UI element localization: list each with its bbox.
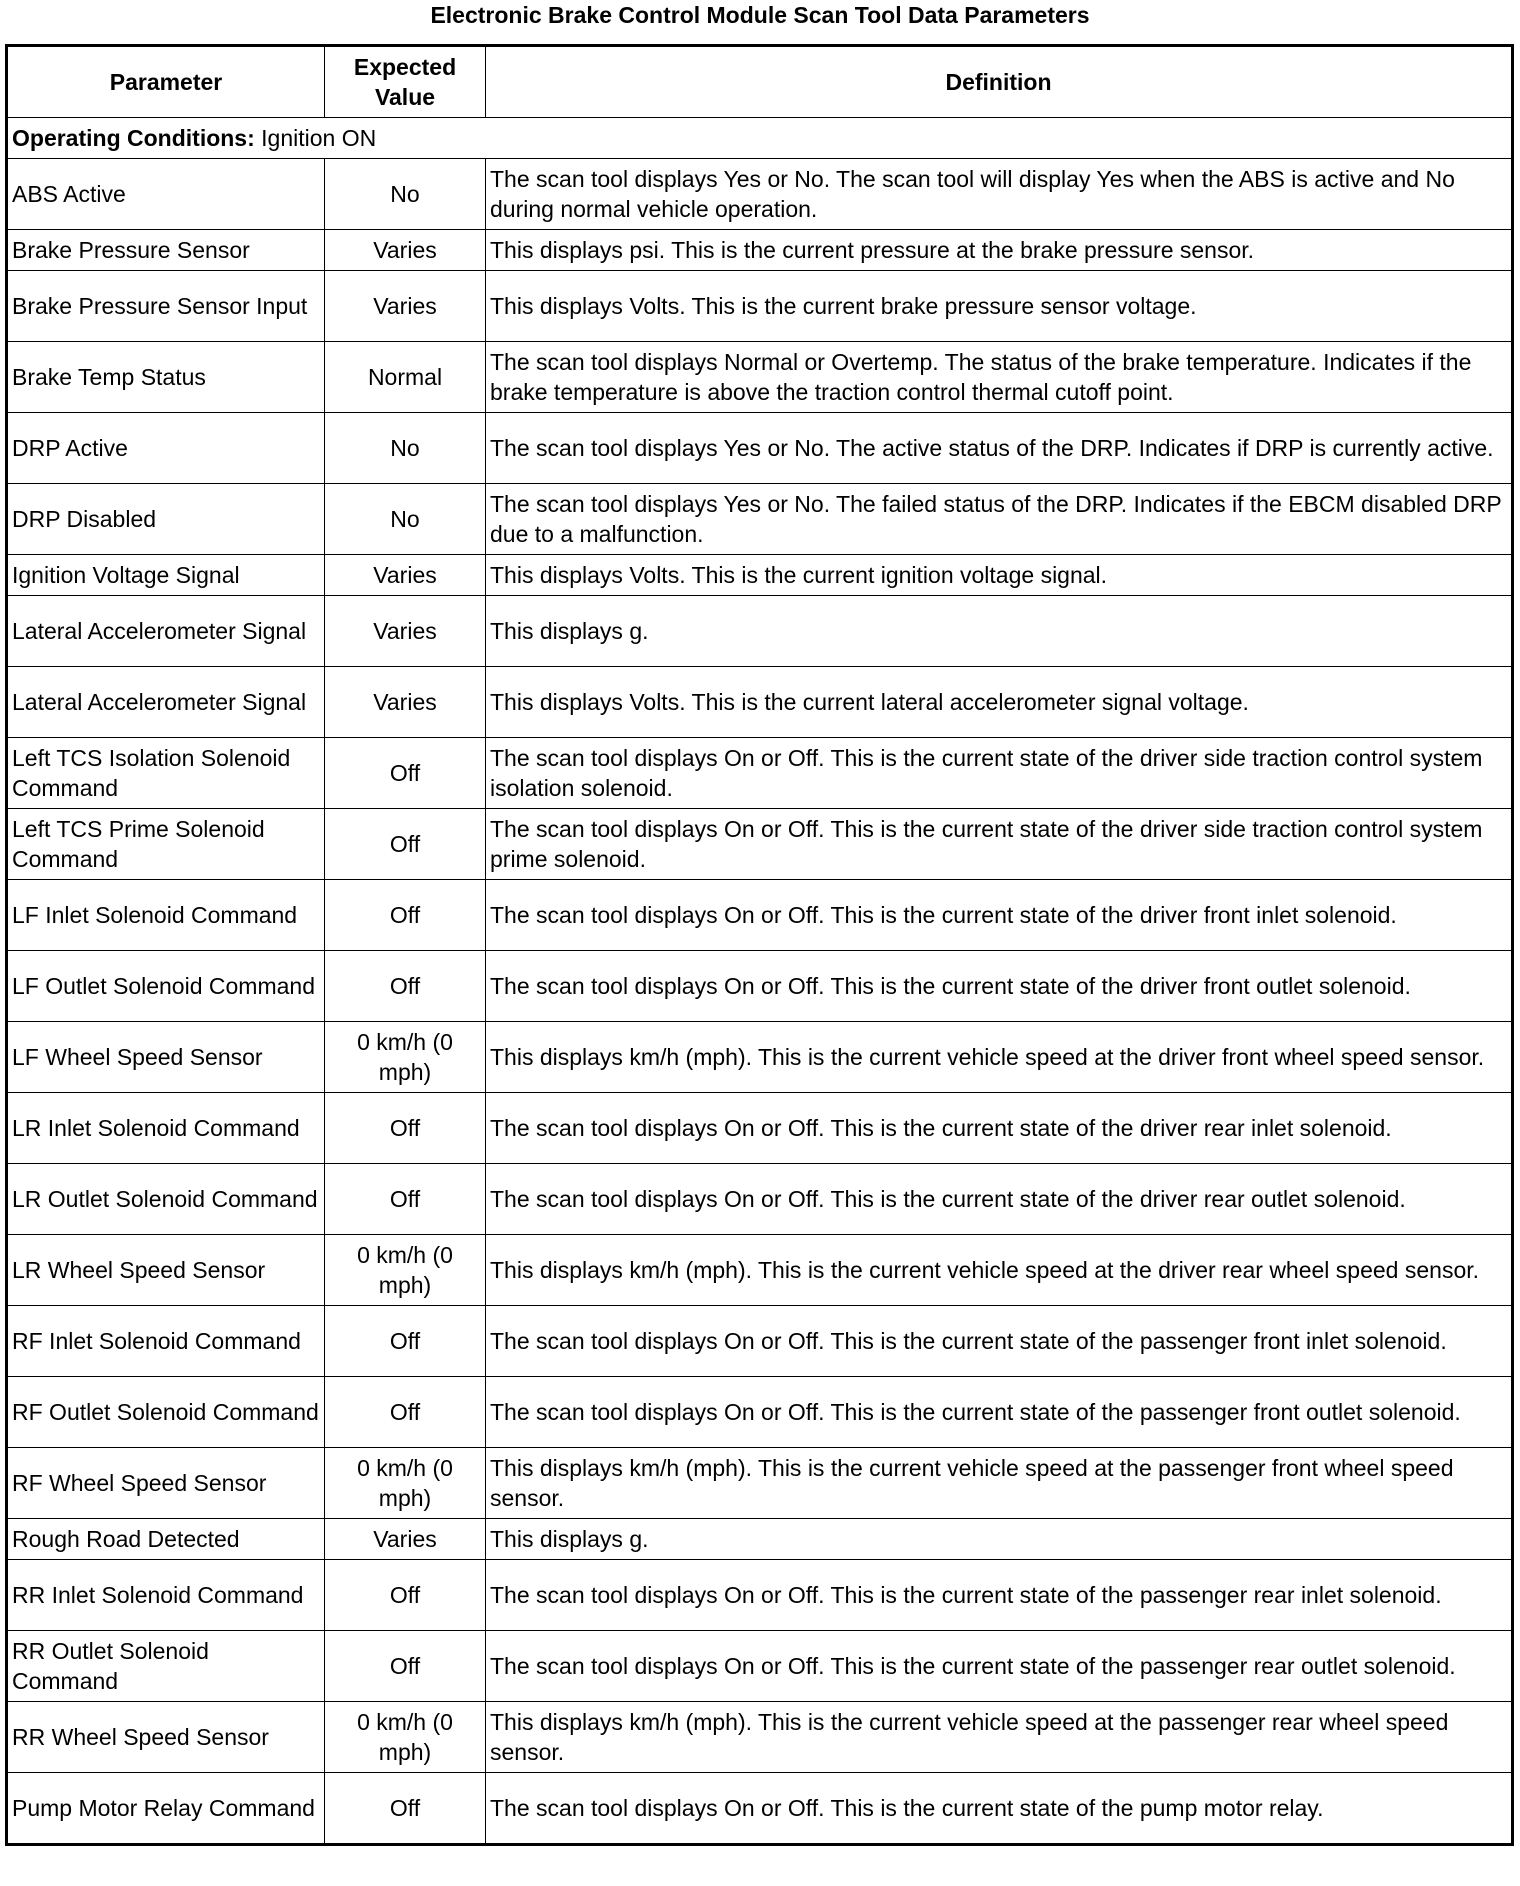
parameter-cell: LF Wheel Speed Sensor [7, 1022, 325, 1093]
table-row [7, 230, 1513, 271]
table-row [7, 809, 1513, 880]
table-row [7, 1377, 1513, 1448]
parameter-cell: LR Outlet Solenoid Command [7, 1164, 325, 1235]
scan-tool-data-table [5, 44, 1514, 1846]
header-parameter: Parameter [7, 46, 325, 118]
expected-value-cell: Off [325, 1306, 486, 1377]
parameter-cell: Left TCS Prime Solenoid Command [7, 809, 325, 880]
table-row [7, 1519, 1513, 1560]
page-title: Electronic Brake Control Module Scan Tool Data Parameters [430, 2, 1090, 28]
parameter-cell: Lateral Accelerometer Signal [7, 596, 325, 667]
expected-value-cell: Varies [325, 667, 486, 738]
definition-cell: The scan tool displays Yes or No. The scan tool will display Yes when the ABS is active and No during normal vehicle operation. [486, 159, 1513, 230]
expected-value-cell: Off [325, 1773, 486, 1845]
table-row [7, 342, 1513, 413]
definition-cell: This displays km/h (mph). This is the current vehicle speed at the driver front wheel speed sensor. [486, 1022, 1513, 1093]
parameter-cell: RF Wheel Speed Sensor [7, 1448, 325, 1519]
definition-cell: This displays km/h (mph). This is the current vehicle speed at the driver rear wheel speed sensor. [486, 1235, 1513, 1306]
parameter-cell: Brake Temp Status [7, 342, 325, 413]
expected-value-cell: 0 km/h (0 mph) [325, 1235, 486, 1306]
expected-value-cell: Normal [325, 342, 486, 413]
table-row [7, 413, 1513, 484]
expected-value-cell: Varies [325, 555, 486, 596]
parameter-cell: RR Outlet Solenoid Command [7, 1631, 325, 1702]
table-row [7, 1631, 1513, 1702]
definition-cell: The scan tool displays Yes or No. The failed status of the DRP. Indicates if the EBCM disabled DRP due to a malfunction. [486, 484, 1513, 555]
parameter-cell: ABS Active [7, 159, 325, 230]
expected-value-cell: Off [325, 1560, 486, 1631]
expected-value-cell: No [325, 159, 486, 230]
parameter-cell: RR Wheel Speed Sensor [7, 1702, 325, 1773]
table-row [7, 1702, 1513, 1773]
definition-cell: The scan tool displays On or Off. This is the current state of the driver rear inlet solenoid. [486, 1093, 1513, 1164]
parameter-cell: Brake Pressure Sensor Input [7, 271, 325, 342]
parameter-cell: LR Inlet Solenoid Command [7, 1093, 325, 1164]
table-row [7, 1306, 1513, 1377]
definition-cell: This displays Volts. This is the current lateral accelerometer signal voltage. [486, 667, 1513, 738]
definition-cell: The scan tool displays On or Off. This is the current state of the driver front inlet solenoid. [486, 880, 1513, 951]
definition-cell: The scan tool displays Normal or Overtemp. The status of the brake temperature. Indicates if the brake temperature is above the traction control thermal cutoff point. [486, 342, 1513, 413]
table-row [7, 1448, 1513, 1519]
expected-value-cell: Off [325, 880, 486, 951]
parameter-cell: LR Wheel Speed Sensor [7, 1235, 325, 1306]
table-row [7, 596, 1513, 667]
definition-cell: The scan tool displays Yes or No. The active status of the DRP. Indicates if DRP is currently active. [486, 413, 1513, 484]
operating-conditions-value: Ignition ON [261, 125, 377, 151]
table-row [7, 951, 1513, 1022]
expected-value-cell: Off [325, 738, 486, 809]
definition-cell: This displays g. [486, 1519, 1513, 1560]
table-row [7, 667, 1513, 738]
table-row [7, 1164, 1513, 1235]
expected-value-cell: Varies [325, 271, 486, 342]
definition-cell: The scan tool displays On or Off. This is the current state of the passenger front inlet solenoid. [486, 1306, 1513, 1377]
table-row [7, 1022, 1513, 1093]
expected-value-cell: Off [325, 1631, 486, 1702]
expected-value-cell: Off [325, 809, 486, 880]
table-row [7, 1773, 1513, 1845]
definition-cell: The scan tool displays On or Off. This is the current state of the driver rear outlet solenoid. [486, 1164, 1513, 1235]
definition-cell: The scan tool displays On or Off. This is the current state of the passenger rear outlet solenoid. [486, 1631, 1513, 1702]
expected-value-cell: Varies [325, 1519, 486, 1560]
definition-cell: The scan tool displays On or Off. This is the current state of the passenger rear inlet solenoid. [486, 1560, 1513, 1631]
table-body [7, 118, 1513, 1845]
parameter-cell: Left TCS Isolation Solenoid Command [7, 738, 325, 809]
definition-cell: The scan tool displays On or Off. This is the current state of the pump motor relay. [486, 1773, 1513, 1845]
expected-value-cell: Off [325, 1093, 486, 1164]
definition-cell: The scan tool displays On or Off. This is the current state of the driver front outlet solenoid. [486, 951, 1513, 1022]
definition-cell: The scan tool displays On or Off. This is the current state of the driver side traction control system isolation solenoid. [486, 738, 1513, 809]
expected-value-cell: Off [325, 1377, 486, 1448]
parameter-cell: Lateral Accelerometer Signal [7, 667, 325, 738]
parameter-cell: Pump Motor Relay Command [7, 1773, 325, 1845]
operating-conditions-label: Operating Conditions: [12, 125, 255, 151]
parameter-cell: LF Inlet Solenoid Command [7, 880, 325, 951]
definition-cell: This displays psi. This is the current pressure at the brake pressure sensor. [486, 230, 1513, 271]
expected-value-cell: No [325, 413, 486, 484]
table-row [7, 1560, 1513, 1631]
parameter-cell: DRP Active [7, 413, 325, 484]
table-row [7, 271, 1513, 342]
parameter-cell: RR Inlet Solenoid Command [7, 1560, 325, 1631]
definition-cell: This displays Volts. This is the current ignition voltage signal. [486, 555, 1513, 596]
definition-cell: This displays km/h (mph). This is the current vehicle speed at the passenger front wheel speed sensor. [486, 1448, 1513, 1519]
expected-value-cell: Off [325, 951, 486, 1022]
parameter-cell: Ignition Voltage Signal [7, 555, 325, 596]
table-row [7, 1093, 1513, 1164]
operating-conditions-cell [7, 118, 1513, 159]
expected-value-cell: Varies [325, 230, 486, 271]
table-row [7, 555, 1513, 596]
header-expected-value: Expected Value [325, 46, 486, 118]
expected-value-cell: 0 km/h (0 mph) [325, 1022, 486, 1093]
parameter-cell: RF Inlet Solenoid Command [7, 1306, 325, 1377]
expected-value-cell: 0 km/h (0 mph) [325, 1702, 486, 1773]
definition-cell: The scan tool displays On or Off. This is the current state of the passenger front outlet solenoid. [486, 1377, 1513, 1448]
parameter-cell: Brake Pressure Sensor [7, 230, 325, 271]
parameter-cell: Rough Road Detected [7, 1519, 325, 1560]
expected-value-cell: Off [325, 1164, 486, 1235]
expected-value-cell: No [325, 484, 486, 555]
expected-value-cell: 0 km/h (0 mph) [325, 1448, 486, 1519]
table-row [7, 484, 1513, 555]
table-row [7, 738, 1513, 809]
definition-cell: This displays Volts. This is the current brake pressure sensor voltage. [486, 271, 1513, 342]
table-row [7, 1235, 1513, 1306]
operating-conditions-row [7, 118, 1513, 159]
table-header-row [7, 46, 1513, 118]
parameter-cell: RF Outlet Solenoid Command [7, 1377, 325, 1448]
header-definition: Definition [486, 46, 1513, 118]
table-row [7, 880, 1513, 951]
definition-cell: This displays km/h (mph). This is the current vehicle speed at the passenger rear wheel speed sensor. [486, 1702, 1513, 1773]
expected-value-cell: Varies [325, 596, 486, 667]
parameter-cell: DRP Disabled [7, 484, 325, 555]
definition-cell: The scan tool displays On or Off. This is the current state of the driver side traction control system prime solenoid. [486, 809, 1513, 880]
parameter-cell: LF Outlet Solenoid Command [7, 951, 325, 1022]
table-row [7, 159, 1513, 230]
definition-cell: This displays g. [486, 596, 1513, 667]
